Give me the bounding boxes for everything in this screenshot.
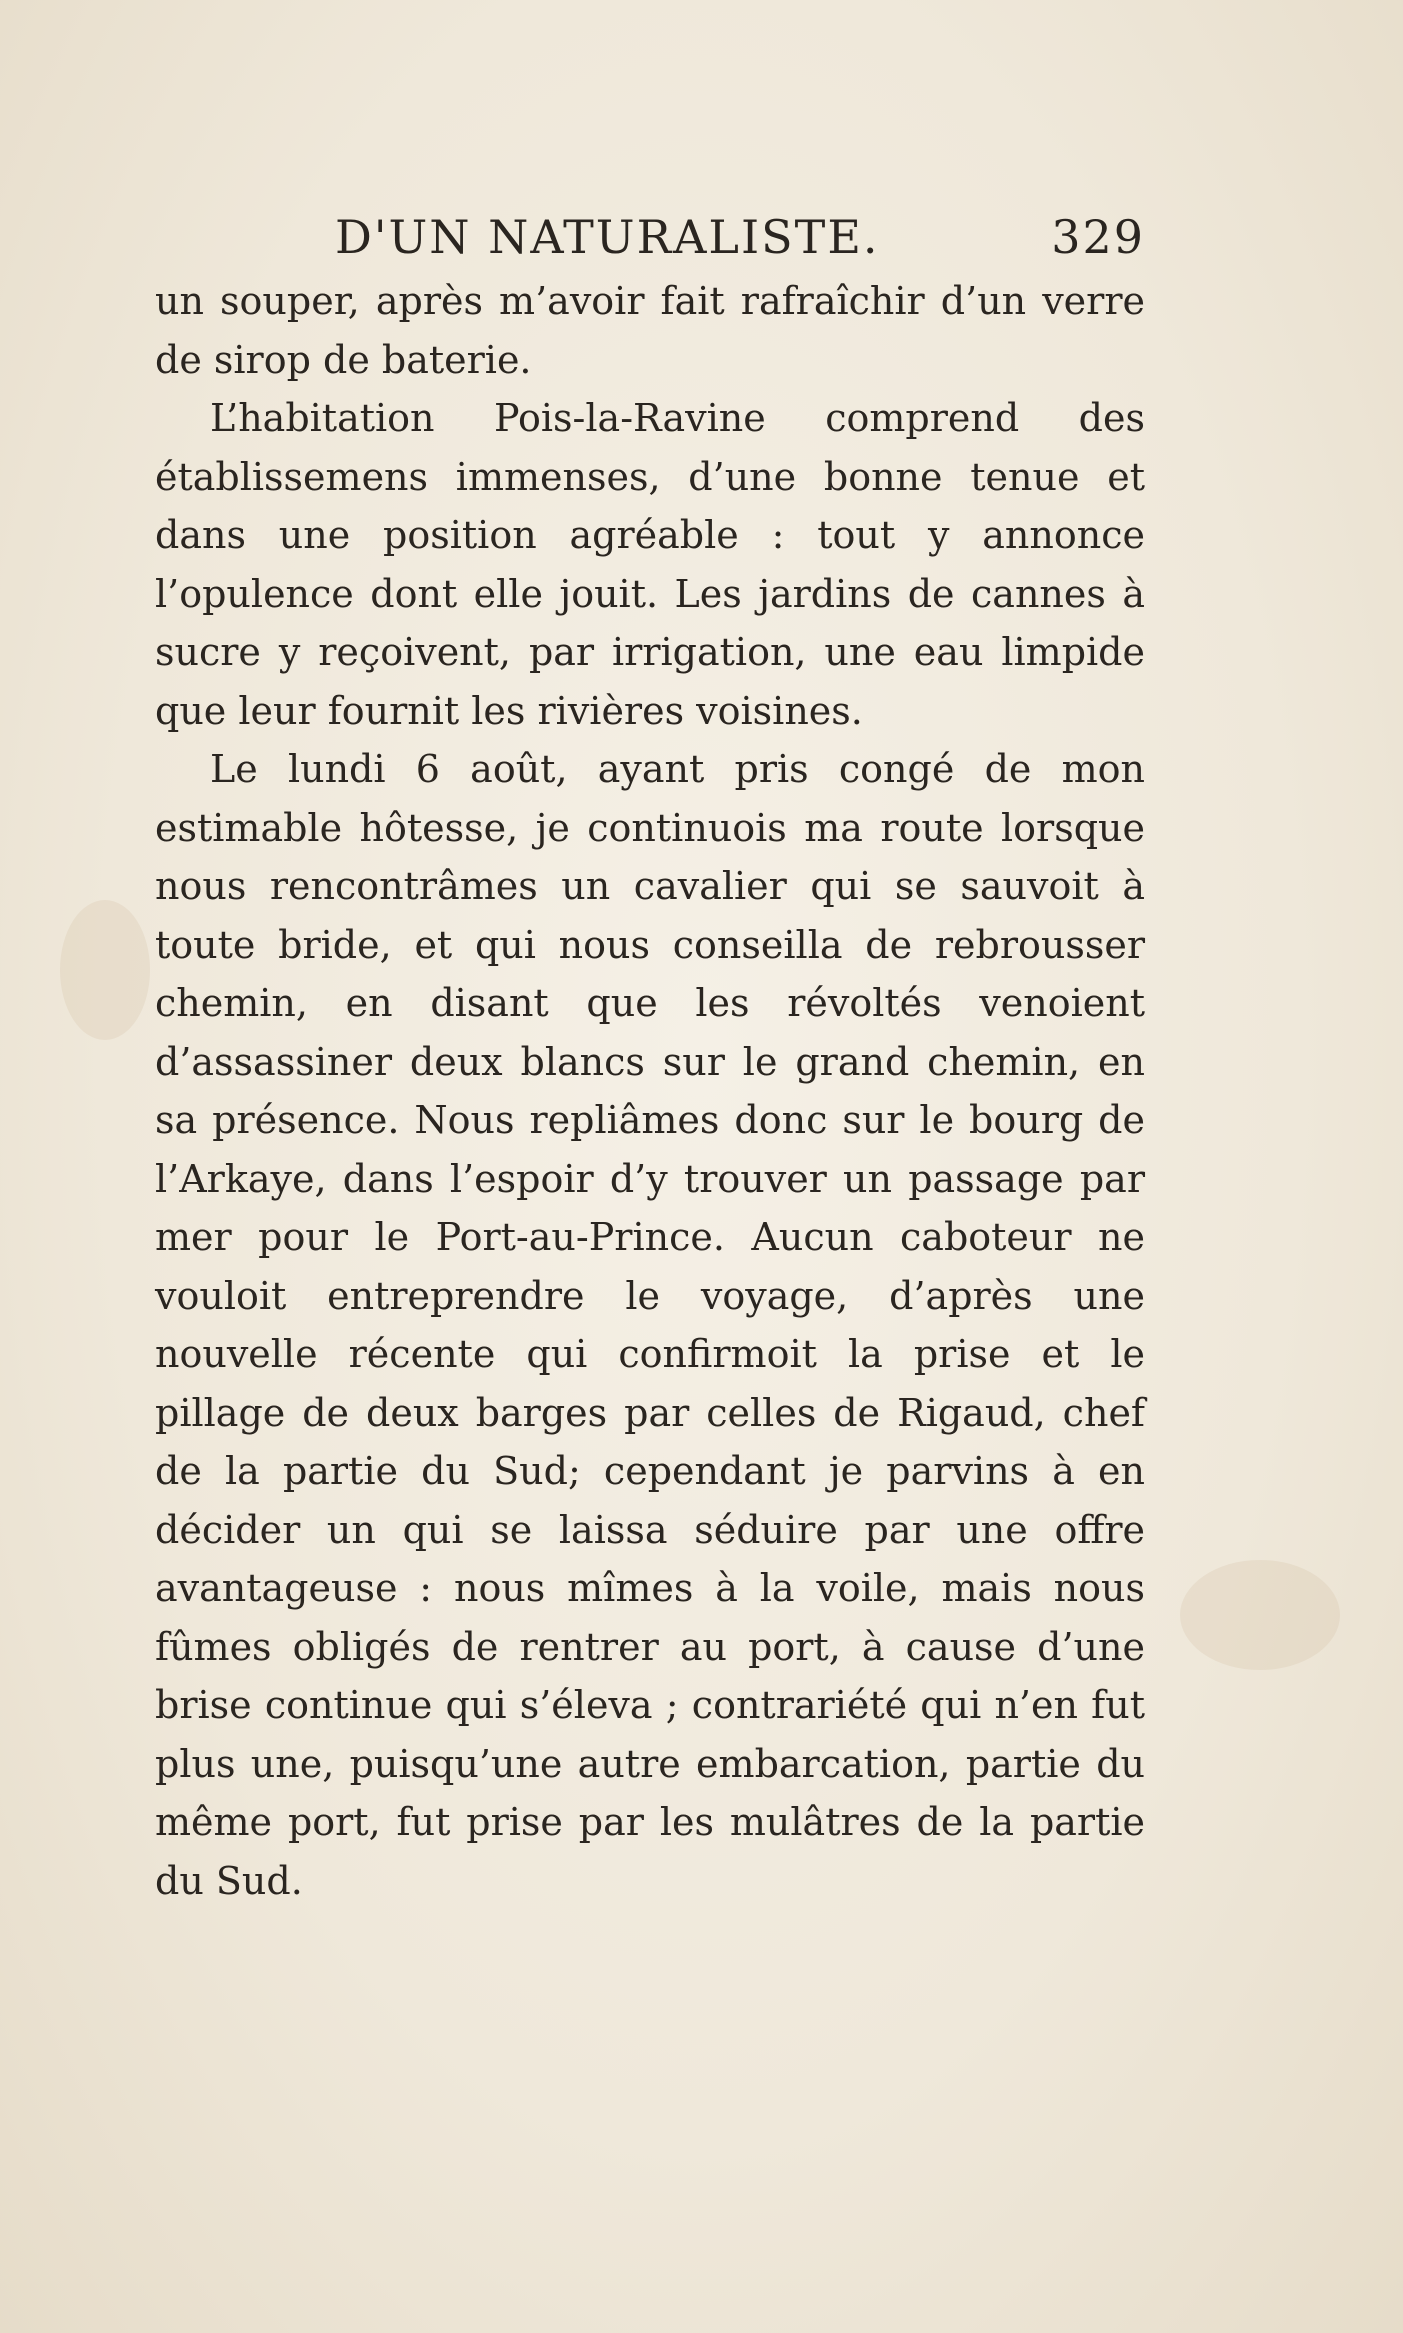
text-block bbox=[155, 200, 1145, 1910]
paper-stain bbox=[60, 900, 150, 1040]
paragraph-journey: Le lundi 6 août, ayant pris congé de mon estimable hôtesse, je continuois ma route lorsque nous rencontrâmes un cavalier qui se sauvoit à toute bride, et qui nous conseilla de rebrousser chemin, en disant que les révoltés venoient d’assassiner deux blancs sur le grand chemin, en sa présence. Nous repliâmes donc sur le bourg de l’Arkaye, dans l’espoir d’y trouver un passage par mer pour le Port-au-Prince. Aucun caboteur ne vouloit entreprendre le voyage, d’après une nouvelle récente qui confirmoit la prise et le pillage de deux barges par celles de Rigaud, chef de la partie du Sud; cependant je parvins à en décider un qui se laissa séduire par une offre avantageuse : nous mîmes à la voile, mais nous fûmes obligés de rentrer au port, à cause d’une brise continue qui s’éleva ; contrariété qui n’en fut plus une, puisqu’une autre embarcation, partie du même port, fut prise par les mulâtres de la partie du Sud. bbox=[155, 747, 1145, 1903]
running-title: D'UN NATURALISTE. bbox=[335, 210, 880, 264]
paper-stain bbox=[1180, 1560, 1340, 1670]
running-head bbox=[155, 200, 1145, 272]
page-number: 329 bbox=[1051, 210, 1145, 264]
paragraph-habitation: L’habitation Pois-la-Ravine comprend des établissemens immenses, d’une bonne tenue et dans une position agréable : tout y annonce l’opulence dont elle jouit. Les jardins de cannes à sucre y reçoivent, par irrigation, une eau limpide que leur fournit les rivières voisines. bbox=[155, 396, 1145, 733]
body-text bbox=[155, 272, 1145, 1910]
paragraph-continuation: un souper, après m’avoir fait rafraîchir d’un verre de sirop de baterie. bbox=[155, 279, 1145, 382]
